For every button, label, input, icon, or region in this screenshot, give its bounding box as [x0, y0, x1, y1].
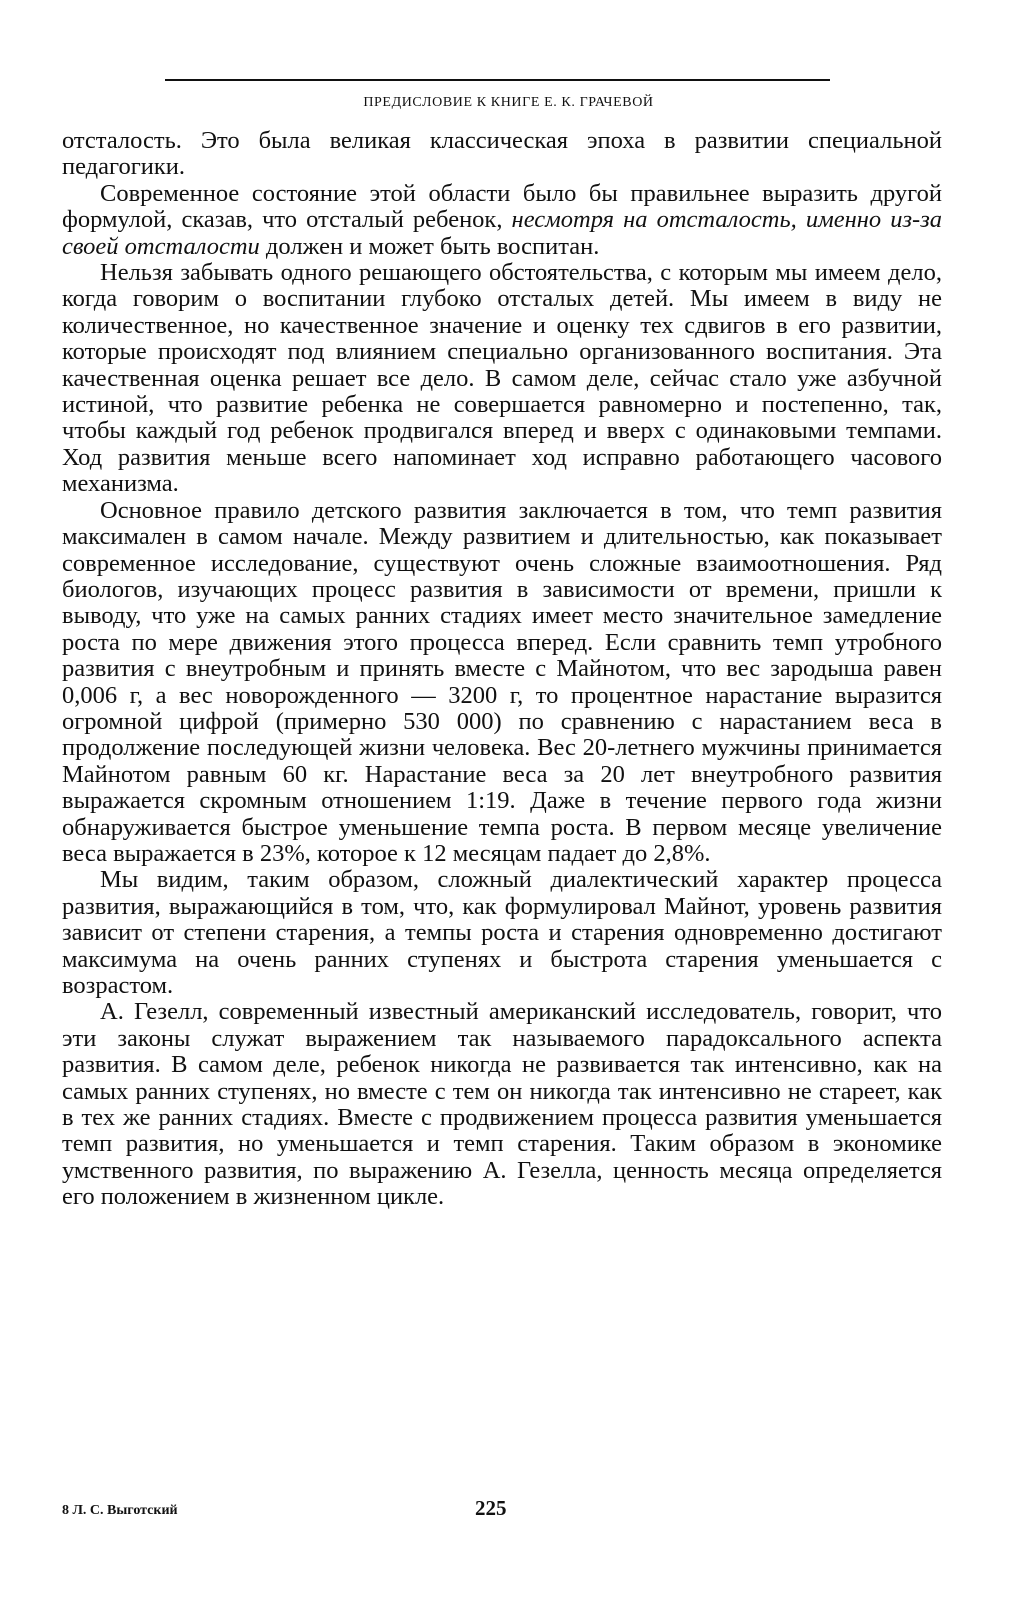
paragraph: Мы видим, таким образом, сложный диалектический характер процесса развития, выражающийся в том, что, как формулировал Майнот, уровень развития зависит от степени старения, а темпы роста и старения одновременно достигают максимума на очень ранних ступенях и быстрота старения уменьшается с возрастом.	[62, 866, 942, 999]
paragraph: Нельзя забывать одного решающего обстоятельства, с которым мы имеем дело, когда говорим о воспитании глубоко отсталых детей. Мы имеем в виду не количественное, но качественное значение и оценку тех сдвигов в его развитии, которые происходят под влиянием специально организованного воспитания. Эта качественная оценка решает все дело. В самом деле, сейчас стало уже азбучной истиной, что развитие ребенка не совершается равномерно и постепенно, так, чтобы каждый год ребенок продвигался вперед и вверх с одинаковыми темпами. Ход развития меньше всего напоминает ход исправно работающего часового механизма.	[62, 259, 942, 498]
paragraph: А. Гезелл, современный известный американский исследователь, говорит, что эти законы служат выражением так называемого парадоксального аспекта развития. В самом деле, ребенок никогда не развивается так интенсивно, как на самых ранних ступенях, но вместе с тем он никогда так интенсивно не стареет, как в тех же ранних стадиях. Вместе с продвижением процесса развития уменьшается темп развития, но уменьшается и темп старения. Таким образом в экономике умственного развития, по выражению А. Гезелла, ценность месяца определяется его положением в жизненном цикле.	[62, 998, 942, 1211]
paragraph-text: должен и может быть воспитан.	[259, 232, 600, 260]
paragraph: отсталость. Это была великая классическая эпоха в развитии специальной педагогики.	[62, 127, 942, 181]
paragraph-text: Современное состояние этой области было бы правильнее выразить другой формулой, сказав, что отсталый ребенок,	[62, 179, 942, 234]
paragraph: Основное правило детского развития заключается в том, что темп развития максимален в самом начале. Между развитием и длительностью, как показывает современное исследование, существуют очень сложные взаимоотношения. Ряд биологов, изучающих процесс развития в зависимости от времени, пришли к выводу, что уже на самых ранних стадиях имеет место значительное замедление роста по мере движения этого процесса вперед. Если сравнить темп утробного развития с внеутробным и принять вместе с Майнотом, что вес зародыша равен 0,006 г, а вес новорожденного — 3200 г, то процентное нарастание выразится огромной цифрой (примерно 530 000) по сравнению с нарастанием веса в продолжение последующей жизни человека. Вес 20-летнего мужчины принимается Майнотом равным 60 кг. Нарастание веса за 20 лет внеутробного развития выражается скромным отношением 1:19. Даже в течение первого года жизни обнаруживается быстрое уменьшение темпа роста. В первом месяце увеличение веса выражается в 23%, которое к 12 месяцам падает до 2,8%.	[62, 496, 942, 867]
running-header: ПРЕДИСЛОВИЕ К КНИГЕ Е. К. ГРАЧЕВОЙ	[363, 95, 654, 110]
body-text	[62, 128, 942, 1211]
header-rule	[165, 79, 830, 81]
paragraph	[62, 181, 942, 260]
page-number: 225	[475, 1496, 507, 1520]
signature-mark: 8 Л. С. Выготский	[62, 1503, 178, 1518]
emphasis: несмотря на отсталость, именно из-за своей отсталости	[62, 206, 942, 260]
